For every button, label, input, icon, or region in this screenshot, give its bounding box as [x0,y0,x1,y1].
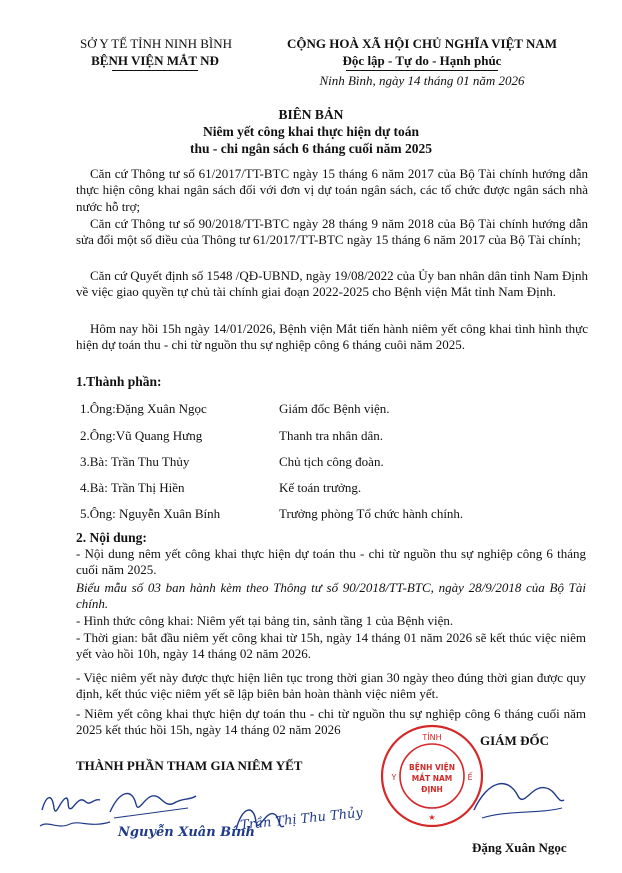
svg-text:Y: Y [391,773,397,782]
agency-name: SỞ Y TẾ TỈNH NINH BÌNH [80,36,233,51]
motto-underline [346,70,498,71]
member-name-5: 5.Ông: Nguyễn Xuân Bính [80,506,221,521]
director-signature [468,770,568,830]
basis-text-2: Căn cứ Thông tư số 90/2018/TT-BTC ngày 28 tháng 9 năm 2018 của Bộ Tài chính hướng dẫn sửa đổi một số điều của Thông tư 61/2017/TT-BTC ngày 15 tháng 6 năm 2017 của Bộ Tài chính; [76,216,588,248]
basis-paragraph-2 [76,216,588,249]
hospital-underline [112,70,198,71]
basis-paragraph-3 [76,268,588,301]
motto: Độc lập - Tự do - Hạnh phúc [342,53,502,68]
participants-heading: THÀNH PHẦN THAM GIA NIÊM YẾT [76,758,303,773]
member-role-4: Kế toán trưởng. [279,480,362,495]
country-name: CỘNG HOÀ XÃ HỘI CHỦ NGHĨA VIỆT NAM [286,36,558,51]
member-role-2: Thanh tra nhân dân. [279,428,383,443]
basis-text-4: Hôm nay hồi 15h ngày 14/01/2026, Bệnh viện Mắt tiến hành niêm yết công khai tình hình thực hiện dự toán thu - chi từ nguồn thu sự nghiệp công 6 tháng cuôi năm 2025. [76,321,588,353]
date-line: Ninh Bình, ngày 14 tháng 01 năm 2026 [319,73,525,88]
basis-paragraph-1 [76,166,588,215]
svg-text:TỈNH: TỈNH [422,733,442,742]
basis-text-3: Căn cứ Quyết định số 1548 /QĐ-UBND, ngày 19/08/2022 của Ủy ban nhân dân tỉnh Nam Định về việc giao quyền tự chủ tài chính giai đoạn 2022-2025 cho Bệnh viện Mắt tỉnh Nam Định. [76,268,588,300]
section-2-heading: 2. Nội dung: [76,530,147,545]
basis-text-1: Căn cứ Thông tư số 61/2017/TT-BTC ngày 15 tháng 6 năm 2017 của Bộ Tài chính hướng dẫn thực hiện công khai ngân sách đối với đơn vị dự toán ngân sách, các tổ chức được ngân sách nhà nước hỗ trợ; [76,166,588,214]
content-line-4: - Thời gian: bắt đầu niêm yết công khai từ 15h, ngày 14 tháng 01 năm 2026 sẽ kết thúc việc niêm yết vào hồi 10h, ngày 14 tháng 02 năm 2026. [76,630,586,662]
signer-name-1: Nguyễn Xuân Bính [118,825,255,840]
seal-text: BỆNH VIỆN MẮT NAM ĐỊNH [409,763,455,794]
member-role-3: Chủ tịch công đoàn. [279,454,384,469]
member-name-2: 2.Ông:Vũ Quang Hưng [80,428,203,443]
content-line-2: Biểu mẫu số 03 ban hành kèm theo Thông tư số 90/2018/TT-BTC, ngày 28/9/2018 của Bộ Tài chính. [76,580,586,612]
document-subtitle-1: Niêm yết công khai thực hiện dự toán [202,124,420,139]
signer-name-2: Trần Thị Thu Thủy [239,805,364,834]
content-line-3: - Hình thức công khai: Niêm yết tại bảng tin, sảnh tầng 1 của Bệnh viện. [76,613,454,628]
svg-text:Ế: Ế [467,773,473,782]
content-line-1: - Nội dung nêm yết công khai thực hiện dự toán thu - chi từ nguồn thu sự nghiệp công 6 tháng cuối năm 2025. [76,546,586,578]
member-name-4: 4.Bà: Trần Thị Hiền [80,480,185,495]
member-role-1: Giám đốc Bệnh viện. [279,401,390,416]
svg-text:★: ★ [428,813,436,822]
member-name-1: 1.Ông:Đặng Xuân Ngọc [80,401,207,416]
hospital-name: BỆNH VIỆN MẮT NĐ [91,53,219,68]
document-subtitle-2: thu - chi ngân sách 6 tháng cuối năm 2025 [190,141,432,156]
member-role-5: Trưởng phòng Tổ chức hành chính. [279,506,464,521]
director-heading: GIÁM ĐỐC [480,733,549,748]
content-line-5: - Việc niêm yết này được thực hiện liên tục trong thời gian 30 ngày theo đúng thời gian được quy định, kết thúc việc niêm yết sẽ lập biên bản hoàn thành việc niêm yết. [76,670,586,702]
signature-2 [100,784,200,824]
section-1-heading: 1.Thành phần: [76,374,162,389]
document-title: BIÊN BẢN [278,107,344,122]
director-name: Đặng Xuân Ngọc [472,840,567,855]
basis-paragraph-4 [76,321,588,354]
member-name-3: 3.Bà: Trần Thu Thủy [80,454,190,469]
content-line-6: - Niêm yết công khai thực hiện dự toán thu - chi từ nguồn thu sự nghiệp công 6 tháng cuối năm 2025 kết thúc hồi 15h, ngày 14 tháng 02 năm 2026 [76,706,586,738]
